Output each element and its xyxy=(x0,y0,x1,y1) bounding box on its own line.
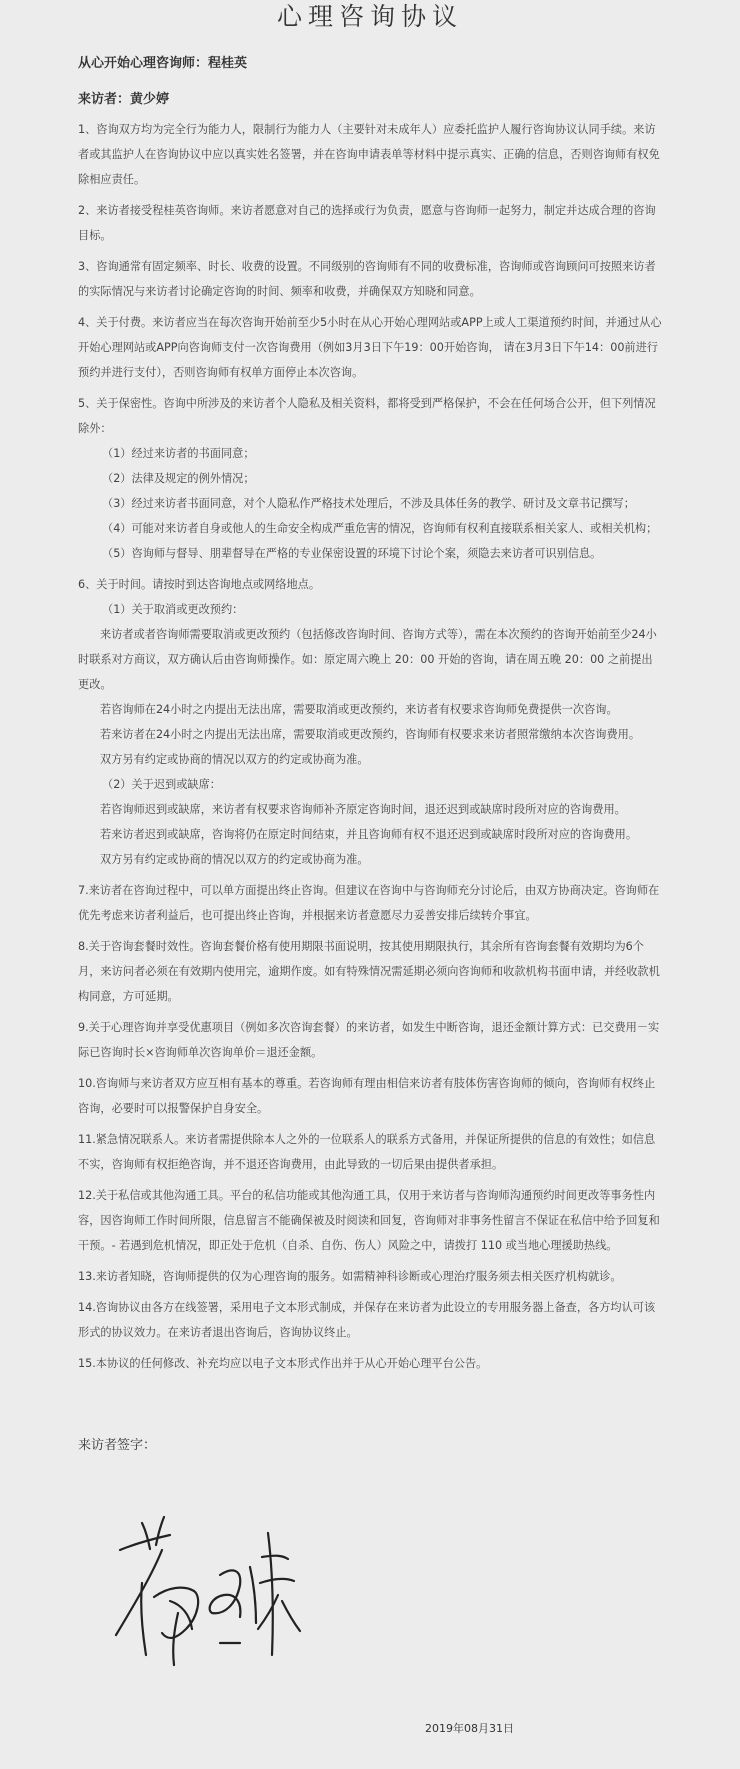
clause-15: 15.本协议的任何修改、补充均应以电子文本形式作出并于从心开始心理平台公告。 xyxy=(78,1357,488,1370)
clause-8: 8.关于咨询套餐时效性。咨询套餐价格有使用期限书面说明，按其使用期限执行，其余所有咨询套餐有效期均为6个月，来访问者必须在有效期内使用完，逾期作废。如有特殊情况需延期必须向咨询师和收款机构书面申请，并经收款机构同意，方可延期。 xyxy=(78,940,660,1003)
clause-5-item: （2）法律及规定的例外情况； xyxy=(102,472,255,485)
clause-7: 7.来访者在咨询过程中，可以单方面提出终止咨询。但建议在咨询中与咨询师充分讨论后，由双方协商决定。咨询师在优先考虑来访者利益后，也可提出终止咨询，并根据来访者意愿尽力妥善安排后续转介事宜。 xyxy=(78,884,660,922)
visitor-name: 来访者：黄少婷 xyxy=(78,92,170,107)
clause-9: 9.关于心理咨询并享受优惠项目（例如多次咨询套餐）的来访者，如发生中断咨询，退还金额计算方式：已交费用－实际已咨询时长×咨询师单次咨询单价＝退还金额。 xyxy=(78,1021,660,1059)
page-title: 心理咨询协议 xyxy=(276,2,463,31)
clause-3: 3、咨询通常有固定频率、时长、收费的设置。不同级别的咨询师有不同的收费标准，咨询师或咨询顾问可按照来访者的实际情况与来访者讨论确定咨询的时间、频率和收费，并确保双方知晓和同意。 xyxy=(78,260,656,298)
clause-12: 12.关于私信或其他沟通工具。平台的私信功能或其他沟通工具，仅用于来访者与咨询师沟通预约时间更改等事务性内容，因咨询师工作时间所限，信息留言不能确保被及时阅读和回复，咨询师对非事务性留言不保证在私信中给予回复和干预。- 若遇到危机情况，即正处于危机（自杀、自伤、伤人）风险之中，请拨打 110 或当地心理援助热线。 xyxy=(78,1189,660,1252)
clause-6-subheading: （1）关于取消或更改预约： xyxy=(102,603,244,616)
clause-13: 13.来访者知晓，咨询师提供的仅为心理咨询的服务。如需精神科诊断或心理治疗服务须去相关医疗机构就诊。 xyxy=(78,1270,622,1283)
clause-5-item: （5）咨询师与督导、朋辈督导在严格的专业保密设置的环境下讨论个案，须隐去来访者可识别信息。 xyxy=(102,547,602,560)
clause-11: 11.紧急情况联系人。来访者需提供除本人之外的一位联系人的联系方式备用，并保证所提供的信息的有效性；如信息不实，咨询师有权拒绝咨询，并不退还咨询费用，由此导致的一切后果由提供者承担。 xyxy=(78,1133,656,1171)
clause-6-text: 来访者或者咨询师需要取消或更改预约（包括修改咨询时间、咨询方式等），需在本次预约的咨询开始前至少24小时联系对方商议，双方确认后由咨询师操作。如：原定周六晚上 20：00 开始的咨询，请在周五晚 20：00 之前提出更改。 xyxy=(78,628,657,691)
counselor-name: 从心开始心理咨询师：程桂英 xyxy=(78,56,248,71)
clause-14: 14.咨询协议由各方在线签署，采用电子文本形式制成，并保存在来访者为此设立的专用服务器上备查，各方均认可该形式的协议效力。在来访者退出咨询后，咨询协议终止。 xyxy=(78,1301,656,1339)
handwritten-signature xyxy=(112,1505,332,1670)
signature-date: 2019年08月31日 xyxy=(425,1722,514,1735)
clause-6-text: 若来访者在24小时之内提出无法出席，需要取消或更改预约，咨询师有权要求来访者照常缴纳本次咨询费用。 xyxy=(100,728,641,741)
clause-6-text: 若咨询师在24小时之内提出无法出席，需要取消或更改预约，来访者有权要求咨询师免费提供一次咨询。 xyxy=(100,703,618,716)
clause-6-text: 若来访者迟到或缺席，咨询将仍在原定时间结束，并且咨询师有权不退还迟到或缺席时段所对应的咨询费用。 xyxy=(100,828,638,841)
clause-6-text: 双方另有约定或协商的情况以双方的约定或协商为准。 xyxy=(100,853,369,866)
clause-5-item: （3）经过来访者书面同意，对个人隐私作严格技术处理后，不涉及具体任务的教学、研讨及文章书记撰写； xyxy=(102,497,635,510)
clause-5-item: （4）可能对来访者自身或他人的生命安全构成严重危害的情况，咨询师有权利直接联系相关家人、或相关机构； xyxy=(102,522,658,535)
clause-4: 4、关于付费。来访者应当在每次咨询开始前至少5小时在从心开始心理网站或APP上或人工渠道预约时间，并通过从心开始心理网站或APP向咨询师支付一次咨询费用（例如3月3日下午19：00开始咨询， 请在3月3日下午14：00前进行预约并进行支付），否则咨询师有权单方面停止本次咨询。 xyxy=(78,316,662,379)
clause-6-text: 双方另有约定或协商的情况以双方的约定或协商为准。 xyxy=(100,753,369,766)
agreement-body xyxy=(78,117,663,1382)
clause-1: 1、咨询双方均为完全行为能力人，限制行为能力人（主要针对未成年人）应委托监护人履行咨询协议认同手续。来访者或其监护人在咨询协议中应以真实姓名签署，并在咨询申请表单等材料中提示真实、正确的信息，否则咨询师有权免除相应责任。 xyxy=(78,123,660,186)
clause-6-text: 若咨询师迟到或缺席，来访者有权要求咨询师补齐原定咨询时间，退还迟到或缺席时段所对应的咨询费用。 xyxy=(100,803,626,816)
clause-5-item: （1）经过来访者的书面同意； xyxy=(102,447,255,460)
clause-6: 6、关于时间。请按时到达咨询地点或网络地点。 xyxy=(78,578,321,591)
clause-2: 2、来访者接受程桂英咨询师。来访者愿意对自己的选择或行为负责，愿意与咨询师一起努力，制定并达成合理的咨询目标。 xyxy=(78,204,656,242)
clause-10: 10.咨询师与来访者双方应互相有基本的尊重。若咨询师有理由相信来访者有肢体伤害咨询师的倾向，咨询师有权终止咨询，必要时可以报警保护自身安全。 xyxy=(78,1077,656,1115)
clause-6-subheading: （2）关于迟到或缺席： xyxy=(102,778,221,791)
signature-label: 来访者签字： xyxy=(78,1438,157,1453)
clause-5: 5、关于保密性。咨询中所涉及的来访者个人隐私及相关资料，都将受到严格保护，不会在任何场合公开，但下列情况除外： xyxy=(78,397,656,435)
